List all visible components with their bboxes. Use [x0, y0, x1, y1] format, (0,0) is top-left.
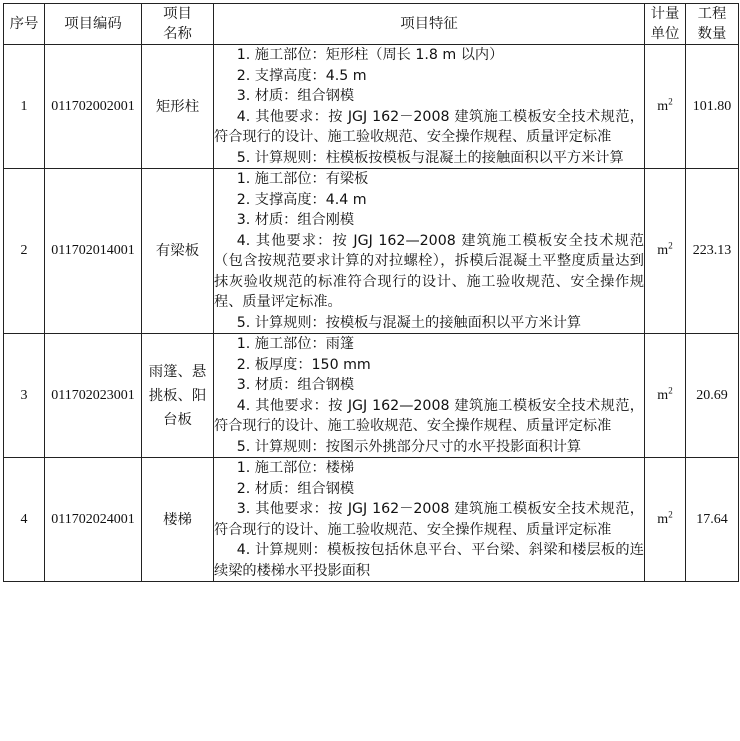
feature-line: 5. 计算规则：按模板与混凝土的接触面积以平方米计算 [236, 314, 582, 331]
unit-base: m [657, 511, 669, 527]
row-code: 011702002001 [45, 45, 142, 169]
header-unit [645, 4, 686, 45]
header-qty-line2: 数量 [697, 26, 727, 42]
row-unit [645, 45, 686, 169]
row-unit [645, 334, 686, 458]
table-header [4, 4, 739, 45]
row-seq: 3 [4, 334, 45, 458]
table-body [4, 45, 739, 582]
header-unit-line2: 单位 [650, 26, 680, 42]
header-code: 项目编码 [45, 4, 142, 45]
feature-line: 1. 施工部位：楼梯 [236, 460, 355, 476]
row-features [214, 458, 645, 582]
row-quantity: 223.13 [686, 169, 739, 334]
feature-line: 1. 施工部位：矩形柱（周长 1.8 m 以内） [236, 47, 504, 63]
bill-of-quantities-table [3, 3, 739, 582]
row-unit [645, 458, 686, 582]
feature-line: 4. 其他要求：按 JGJ 162－2008 建筑施工模板安全技术规范，符合现行的设计、施工验收规范、安全操作规程、质量评定标准 [214, 108, 644, 145]
unit-superscript: 2 [668, 240, 673, 251]
feature-line: 5. 计算规则：按图示外挑部分尺寸的水平投影面积计算 [236, 438, 582, 455]
feature-line: 4. 其他要求：按 JGJ 162—2008 建筑施工模板安全技术规范，符合现行的设计、施工验收规范、安全操作规程、质量评定标准 [214, 397, 644, 434]
header-quantity [686, 4, 739, 45]
header-unit-line1: 计量 [650, 6, 680, 22]
feature-line: 2. 支撑高度：4.4 m [236, 191, 367, 208]
row-quantity: 17.64 [686, 458, 739, 582]
table-row [4, 334, 739, 458]
feature-line: 1. 施工部位：有梁板 [236, 171, 369, 187]
unit-superscript: 2 [668, 384, 673, 395]
header-name-line2: 名称 [163, 26, 192, 42]
feature-line: 1. 施工部位：雨篷 [236, 336, 355, 352]
feature-line: 3. 其他要求：按 JGJ 162－2008 建筑施工模板安全技术规范，符合现行的设计、施工验收规范、安全操作规程、质量评定标准 [214, 501, 644, 538]
row-unit [645, 169, 686, 334]
table-row [4, 45, 739, 169]
feature-line: 5. 计算规则：柱模板按模板与混凝土的接触面积以平方米计算 [236, 149, 624, 166]
feature-line: 2. 板厚度：150 mm [236, 356, 371, 373]
row-quantity: 20.69 [686, 334, 739, 458]
feature-line: 4. 其他要求：按 JGJ 162—2008 建筑施工模板安全技术规范（包含按规范要求计算的对拉螺栓），拆模后混凝土平整度质量达到抹灰验收规范的标准符合现行的设计、施工验收规范、安全操作规程、质量评定标准。 [214, 232, 644, 310]
unit-base: m [657, 98, 669, 114]
row-seq: 1 [4, 45, 45, 169]
row-quantity: 101.80 [686, 45, 739, 169]
row-code: 011702023001 [45, 334, 142, 458]
row-seq: 4 [4, 458, 45, 582]
row-features [214, 334, 645, 458]
feature-line: 3. 材质：组合钢模 [236, 88, 355, 104]
table-row [4, 458, 739, 582]
feature-line: 2. 材质：组合钢模 [236, 480, 355, 497]
feature-line: 2. 支撑高度：4.5 m [236, 67, 367, 84]
unit-superscript: 2 [668, 508, 673, 519]
unit-base: m [657, 243, 669, 258]
row-code: 011702014001 [45, 169, 142, 334]
unit-base: m [657, 387, 669, 403]
row-name: 雨篷、悬挑板、阳台板 [142, 334, 214, 458]
unit-superscript: 2 [668, 95, 673, 106]
row-name: 楼梯 [142, 458, 214, 582]
row-name: 矩形柱 [142, 45, 214, 169]
row-code: 011702024001 [45, 458, 142, 582]
feature-line: 4. 计算规则：模板按包括休息平台、平台梁、斜梁和楼层板的连续梁的楼梯水平投影面积 [214, 542, 644, 579]
table-row [4, 169, 739, 334]
row-seq: 2 [4, 169, 45, 334]
feature-line: 3. 材质：组合钢模 [236, 377, 355, 393]
header-row [4, 4, 739, 45]
header-name [142, 4, 214, 45]
row-name: 有梁板 [142, 169, 214, 334]
row-features [214, 169, 645, 334]
header-name-line1: 项目 [163, 6, 192, 22]
header-qty-line1: 工程 [697, 6, 727, 22]
header-seq: 序号 [4, 4, 45, 45]
feature-line: 3. 材质：组合刚模 [236, 212, 355, 228]
header-features: 项目特征 [214, 4, 645, 45]
row-features [214, 45, 645, 169]
